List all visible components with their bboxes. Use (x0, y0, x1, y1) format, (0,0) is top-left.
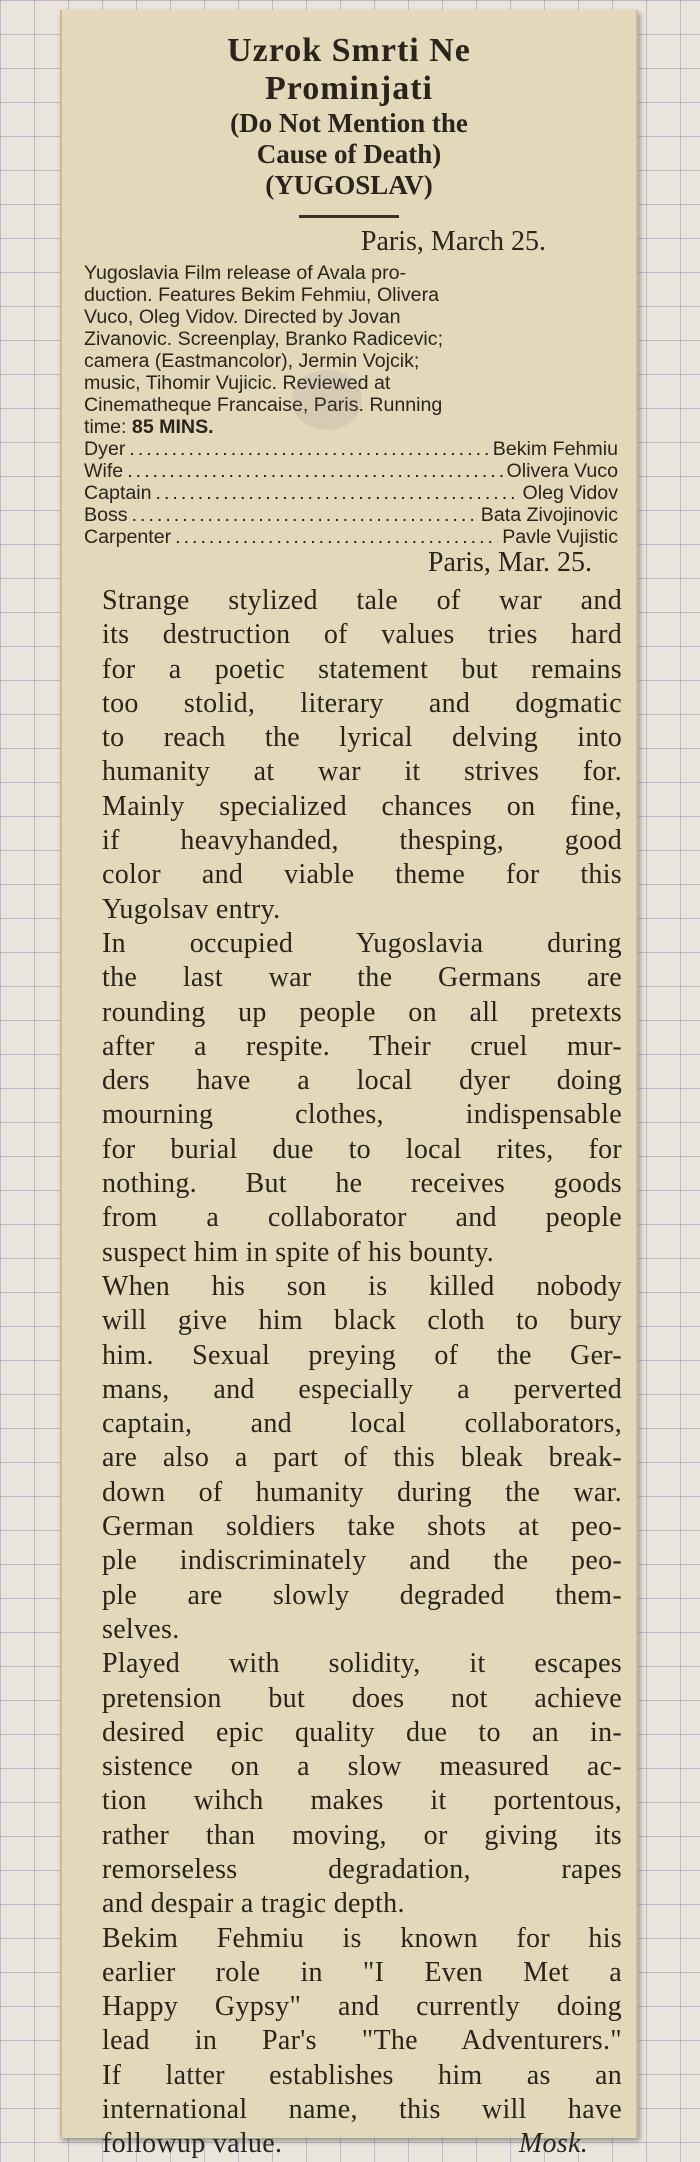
leader-dots (132, 504, 477, 526)
leader-dots (175, 526, 498, 548)
running-time-value: 85 MINS. (131, 416, 214, 438)
newspaper-clipping (60, 10, 638, 2160)
text-line: sistence on a slow measured ac- (102, 1751, 622, 1783)
title-line-2: Prominjati (264, 70, 433, 107)
text-line: from a collaborator and people (102, 1202, 622, 1234)
text-line: desired epic quality due to an in- (102, 1716, 622, 1748)
ink-smudge (292, 370, 362, 430)
text-line: German soldiers take shots at peo- (102, 1511, 622, 1543)
cast-role: Carpenter (84, 526, 172, 548)
text-line: Played with solidity, it escapes (102, 1648, 622, 1680)
text-line: pretension but does not achieve (102, 1682, 622, 1714)
text-line: mans, and especially a perverted (102, 1373, 622, 1405)
cast-role: Dyer (84, 438, 126, 460)
text-line: Bekim Fehmiu is known for his (102, 1922, 622, 1954)
cast-row (84, 482, 618, 504)
review-paragraph-3 (74, 1270, 622, 1647)
review-body (62, 578, 636, 2162)
review-paragraph-4 (74, 1647, 622, 1921)
text-line: rather than moving, or giving its (102, 1819, 622, 1851)
text-line: too stolid, literary and dogmatic (102, 687, 622, 719)
text-line: for a poetic statement but remains (102, 653, 622, 685)
credits-line: Yugoslavia Film release of Avala pro- (84, 262, 407, 284)
cast-role: Captain (84, 482, 152, 504)
cast-actor: Pavle Vujistic (502, 526, 618, 548)
text-line: to reach the lyrical delving into (102, 722, 622, 754)
cast-row (84, 504, 618, 526)
credits-line: Vuco, Oleg Vidov. Directed by Jovan (84, 306, 401, 328)
text-line: earlier role in "I Even Met a (102, 1956, 622, 1988)
dateline: Paris, March 25. (360, 226, 546, 257)
cast-role: Wife (84, 460, 124, 482)
text-line: ders have a local dyer doing (102, 1065, 622, 1097)
text-line: remorseless degradation, rapes (102, 1853, 622, 1885)
reviewer-signature: Mosk. (518, 2128, 588, 2160)
leader-dots (127, 460, 502, 482)
review-paragraph-2 (74, 927, 622, 1270)
text-line: suspect him in spite of his bounty. (102, 1236, 495, 1268)
text-line: Happy Gypsy" and currently doing (102, 1991, 622, 2023)
text-line: rounding up people on all pretexts (102, 996, 622, 1028)
text-line: will give him black cloth to bury (102, 1305, 622, 1337)
review-paragraph-1 (74, 584, 622, 927)
cast-actor: Bata Zivojinovic (480, 504, 618, 526)
leader-dots (129, 438, 488, 460)
text-line: captain, and local collaborators, (102, 1408, 622, 1440)
text-line: him. Sexual preying of the Ger- (102, 1339, 622, 1371)
title-line-1: Uzrok Smrti Ne (227, 32, 471, 69)
text-line: nothing. But he receives goods (102, 1168, 622, 1200)
text-line: the last war the Germans are (102, 962, 622, 994)
text-line: color and viable theme for this (102, 859, 622, 891)
text-line: are also a part of this bleak break- (102, 1442, 622, 1474)
credits-line: music, Tihomir Vujicic. Reviewed at (84, 372, 391, 394)
review-paragraph-5 (74, 1922, 622, 2162)
text-line: Mainly specialized chances on fine, (102, 790, 622, 822)
cast-actor: Oleg Vidov (522, 482, 618, 504)
subtitle-line-1: (Do Not Mention the (230, 108, 468, 138)
leader-dots (156, 482, 519, 504)
text-line: tion wihch makes it portentous, (102, 1785, 622, 1817)
text-line: ple are slowly degraded them- (102, 1579, 622, 1611)
cast-actor: Olivera Vuco (506, 460, 618, 482)
text-line: its destruction of values tries hard (102, 619, 622, 651)
cast-actor: Bekim Fehmiu (492, 438, 618, 460)
credits-line: Zivanovic. Screenplay, Branko Radicevic; (84, 328, 444, 350)
text-line: if heavyhanded, thesping, good (102, 825, 622, 857)
text-line: down of humanity during the war. (102, 1476, 622, 1508)
subtitle-line-3: (YUGOSLAV) (265, 170, 433, 200)
credits-line: duction. Features Bekim Fehmiu, Olivera (84, 284, 440, 306)
running-time-label: time: (84, 416, 127, 438)
review-heading (62, 10, 636, 218)
text-line: ple indiscriminately and the peo- (102, 1545, 622, 1577)
text-line: Strange stylized tale of war and (102, 585, 622, 616)
text-line: after a respite. Their cruel mur- (102, 1030, 622, 1062)
text-line: for burial due to local rites, for (102, 1133, 622, 1165)
cast-list (62, 438, 636, 548)
cast-role: Boss (84, 504, 128, 526)
divider-rule (299, 215, 399, 218)
cast-row (84, 460, 618, 482)
credits-line: Cinematheque Francaise, Paris. Running (84, 394, 443, 416)
closing-text: followup value. (102, 2128, 283, 2160)
dateline-secondary: Paris, Mar. 25. (427, 547, 592, 578)
cast-row (84, 438, 618, 460)
text-line: lead in Par's "The Adventurers." (102, 2025, 622, 2057)
cast-row (84, 526, 618, 548)
text-line: In occupied Yugoslavia during (102, 927, 622, 959)
credits-line: camera (Eastmancolor), Jermin Vojcik; (84, 350, 420, 372)
subtitle-line-2: Cause of Death) (256, 139, 442, 169)
text-line: If latter establishes him as an (102, 2059, 622, 2091)
text-line: When his son is killed nobody (102, 1270, 622, 1302)
text-line: humanity at war it strives for. (102, 756, 622, 788)
text-line: and despair a tragic depth. (102, 1888, 405, 1920)
text-line: Yugolsav entry. (102, 893, 281, 925)
text-line: mourning clothes, indispensable (102, 1099, 622, 1131)
text-line (74, 2127, 622, 2161)
text-line: selves. (102, 1613, 180, 1645)
text-line: international name, this will have (102, 2094, 622, 2126)
